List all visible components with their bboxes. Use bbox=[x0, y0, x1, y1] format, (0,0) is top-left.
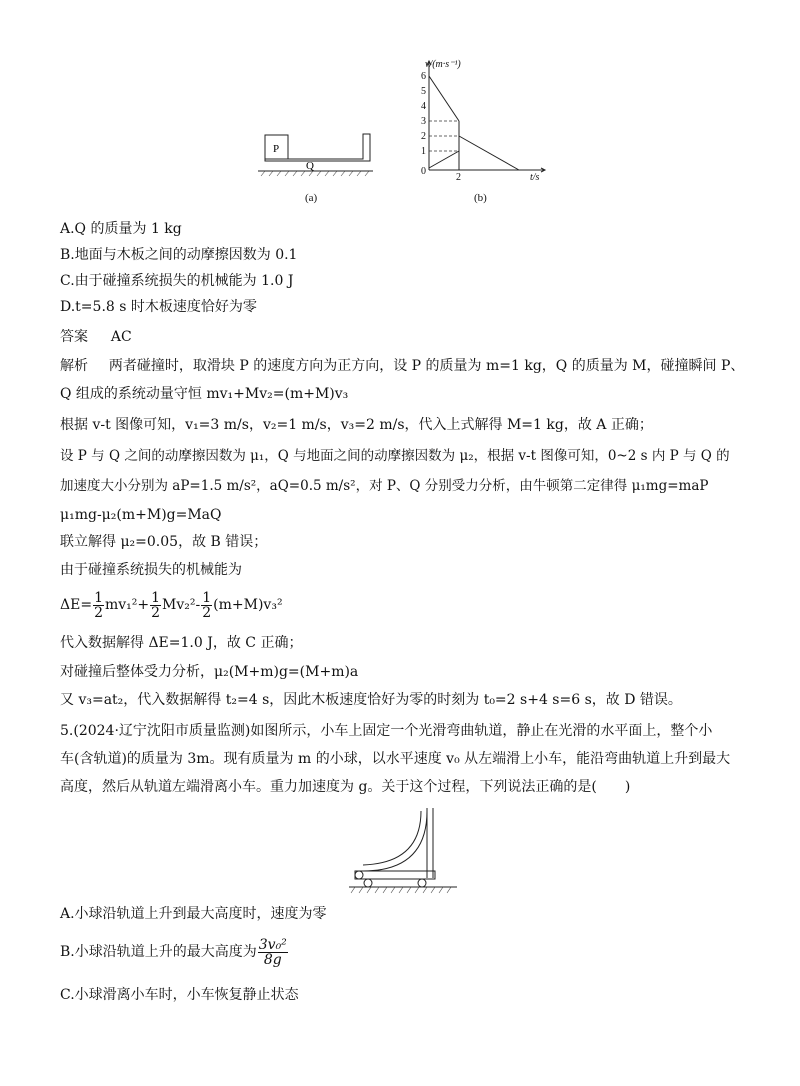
track-inner-curve bbox=[363, 811, 421, 865]
option-d: D.t=5.8 s 时木板速度恰好为零 bbox=[60, 299, 257, 315]
analysis-line-10: 代入数据解得 ΔE=1.0 J，故 C 正确； bbox=[60, 635, 303, 651]
q-line bbox=[429, 151, 459, 168]
q5-line-2: 车(含轨道)的质量为 3m。现有质量为 m 的小球，以水平速度 v₀ 从左端滑上小车，能沿弯曲轨道上升到最大 bbox=[60, 751, 731, 767]
y-tick-2: 2 bbox=[421, 131, 426, 142]
label-p: P bbox=[273, 143, 280, 155]
energy-loss-equation: ΔE= $\frac{1}{2}$ mv₁²+ $\frac{1}{2}$ Mv₂²- $\frac{1}{2}$ (m+M)v₃² bbox=[60, 589, 283, 621]
label-q: Q bbox=[306, 160, 314, 172]
analysis-text-1: 两者碰撞时，取滑块 P 的速度方向为正方向，设 P 的质量为 m=1 kg，Q 的质量为 M，碰撞瞬间 P、 bbox=[108, 358, 745, 374]
x-tick-2: 2 bbox=[456, 172, 461, 182]
answer-row bbox=[60, 326, 132, 348]
option-a: A.Q 的质量为 1 kg bbox=[60, 221, 182, 237]
analysis-line-6: μ₁mg-μ₂(m+M)g=MaQ bbox=[60, 507, 222, 523]
caption-a: (a) bbox=[305, 192, 318, 204]
analysis-line-11: 对碰撞后整体受力分析，μ₂(M+m)g=(M+m)a bbox=[60, 664, 359, 680]
p-line bbox=[429, 76, 459, 121]
answer-value: AC bbox=[110, 329, 132, 345]
analysis-line-12: 又 v₃=at₂，代入数据解得 t₂=4 s，因此木板速度恰好为零的时刻为 t₀=2 s+4 s=6 s，故 D 错误。 bbox=[60, 692, 682, 708]
analysis-line-7: 联立解得 μ₂=0.05，故 B 错误； bbox=[60, 534, 268, 550]
option-b: B.地面与木板之间的动摩擦因数为 0.1 bbox=[60, 247, 298, 263]
y-tick-1: 1 bbox=[421, 146, 426, 157]
y-tick-4: 4 bbox=[421, 101, 426, 112]
option-c: C.由于碰撞系统损失的机械能为 1.0 J bbox=[60, 273, 294, 289]
wheel-right bbox=[418, 879, 426, 887]
cart-body bbox=[355, 871, 435, 879]
q5-option-a: A.小球沿轨道上升到最大高度时，速度为零 bbox=[60, 906, 327, 922]
q5-line-3: 高度，然后从轨道左端滑离小车。重力加速度为 g。关于这个过程，下列说法正确的是( ) bbox=[60, 779, 631, 795]
answer-label: 答案 bbox=[60, 329, 88, 345]
x-axis-label: t/s bbox=[530, 172, 540, 182]
ball bbox=[355, 871, 363, 879]
board-q bbox=[265, 134, 370, 161]
y-tick-5: 5 bbox=[421, 86, 426, 97]
q5-option-b: B.小球沿轨道上升的最大高度为 $\frac{\text{3v₀²}}{8g}$ bbox=[60, 936, 287, 968]
y-tick-3: 3 bbox=[421, 116, 426, 127]
y-axis-label: v/(m·s⁻¹) bbox=[425, 59, 461, 70]
analysis-line-3: 根据 v-t 图像可知，v₁=3 m/s，v₂=1 m/s，v₃=2 m/s，代入上式解得 M=1 kg，故 A 正确； bbox=[60, 417, 653, 433]
q5-option-c: C.小球滑离小车时，小车恢复静止状态 bbox=[60, 987, 299, 1003]
track-outer-curve bbox=[363, 811, 427, 871]
combined-line bbox=[459, 136, 519, 170]
analysis-line-8: 由于碰撞系统损失的机械能为 bbox=[60, 562, 242, 578]
figure-cart-track bbox=[345, 805, 463, 897]
wheel-left bbox=[364, 879, 372, 887]
figure-b-vt-graph bbox=[415, 56, 555, 182]
y-tick-6: 6 bbox=[421, 71, 426, 82]
q5-line-1: 5.(2024·辽宁沈阳市质量监测)如图所示，小车上固定一个光滑弯曲轨道，静止在光滑的水平面上，整个小 bbox=[60, 723, 713, 739]
y-tick-0: 0 bbox=[421, 166, 426, 177]
analysis-line-5: 加速度大小分别为 aP=1.5 m/s²，aQ=0.5 m/s²，对 P、Q 分别受力分析，由牛顿第二定律得 μ₁mg=maP bbox=[60, 478, 709, 494]
analysis-line-2: Q 组成的系统动量守恒 mv₁+Mv₂=(m+M)v₃ bbox=[60, 386, 349, 402]
analysis-line-4: 设 P 与 Q 之间的动摩擦因数为 μ₁，Q 与地面之间的动摩擦因数为 μ₂，根据 v-t 图像可知，0~2 s 内 P 与 Q 的 bbox=[60, 448, 730, 464]
analysis-label: 解析 bbox=[60, 358, 88, 374]
caption-b: (b) bbox=[474, 192, 487, 204]
figure-a bbox=[255, 120, 375, 182]
analysis-line-1 bbox=[60, 355, 744, 377]
